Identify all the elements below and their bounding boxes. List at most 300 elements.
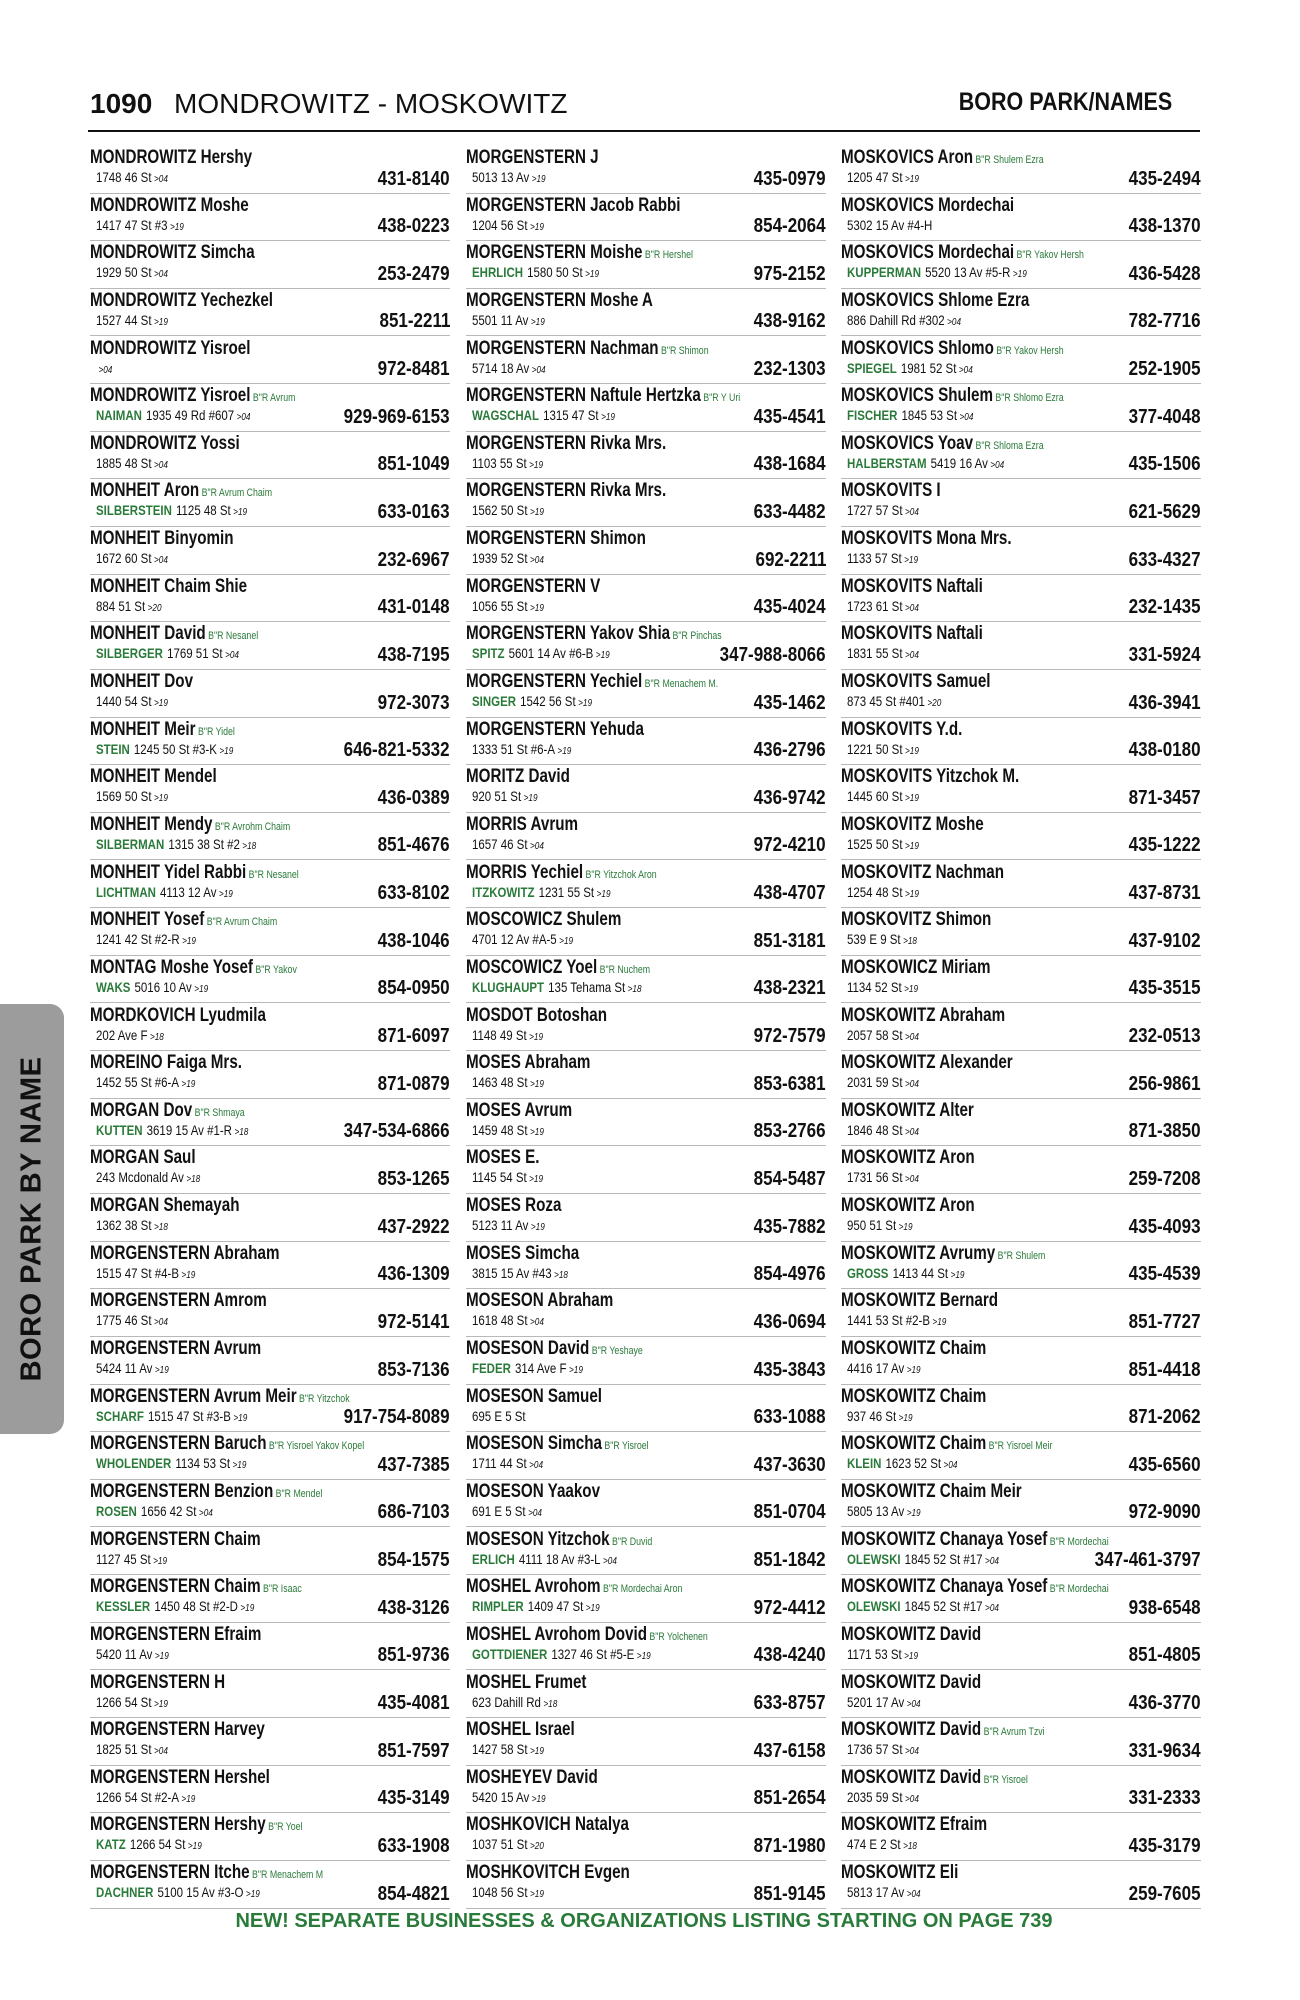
- listing-name: MORGENSTERN Itche: [90, 1862, 250, 1884]
- listing-phone: 851-2211: [379, 310, 450, 333]
- listing-zip-code: >18: [149, 1031, 164, 1043]
- listing-address: 1748 46 St: [96, 169, 152, 185]
- listing-zip-code: >19: [187, 1841, 202, 1853]
- listing-entry: [841, 1051, 1201, 1099]
- listing-address: 873 45 St #401: [847, 693, 925, 710]
- listing-name: MOSESON Abraham: [466, 1290, 614, 1312]
- listing-phone: 438-9162: [754, 310, 826, 333]
- listing-phone: 232-6967: [378, 548, 450, 571]
- listing-address: 920 51 St: [472, 788, 522, 805]
- listing-entry: [841, 1718, 1201, 1766]
- listing-maiden-name: FEDER: [472, 1360, 511, 1377]
- listing-zip-code: >19: [595, 650, 610, 662]
- listing-entry: [466, 1194, 826, 1242]
- listing-phone: 347-988-8066: [720, 643, 826, 666]
- listing-name: MOSKOWICZ Miriam: [841, 956, 991, 978]
- listing-phone: 633-1088: [754, 1406, 826, 1429]
- listing-relation: B"R Mordechai Aron: [602, 1583, 683, 1596]
- listing-zip-code: >19: [905, 840, 919, 852]
- listing-name: MOSESON Samuel: [466, 1385, 602, 1407]
- listing-zip-code: >19: [530, 507, 544, 519]
- listing-maiden-name: SPIEGEL: [847, 359, 897, 376]
- listing-address: 1231 55 St: [538, 883, 595, 900]
- listing-zip-code: >18: [543, 1698, 558, 1710]
- listing-entry: [841, 194, 1201, 242]
- listing-zip-code: >04: [528, 1507, 542, 1519]
- listing-phone: 633-4327: [1129, 548, 1201, 571]
- listing-name: MONHEIT Dov: [90, 671, 194, 693]
- listing-relation: B"R Avrum Chaim: [206, 916, 278, 929]
- listing-address: 1205 47 St: [847, 169, 903, 185]
- listing-name: MOSHKOVITCH Evgen: [466, 1862, 630, 1884]
- listing-entry: [90, 1861, 450, 1909]
- listing-entry: [90, 1385, 450, 1433]
- listing-zip-code: >19: [530, 602, 544, 614]
- listing-entry: [466, 527, 826, 575]
- listing-address: 1580 50 St: [527, 264, 583, 281]
- listing-relation: B"R Mendel: [275, 1487, 323, 1500]
- listing-phone: 851-7597: [378, 1739, 450, 1762]
- listing-entry: [466, 622, 826, 670]
- listing-phone: 435-3843: [754, 1358, 826, 1381]
- listing-entry: [466, 670, 826, 718]
- listing-address: 1525 50 St: [847, 835, 903, 852]
- listing-name: MORGENSTERN Benzion: [90, 1480, 274, 1502]
- listing-name: MORGENSTERN Rivka Mrs.: [466, 480, 667, 502]
- listing-name: MONHEIT David: [90, 623, 206, 645]
- listing-entry: [841, 1480, 1201, 1528]
- listing-zip-code: >19: [950, 1269, 965, 1281]
- listing-phone: 972-3073: [378, 691, 450, 714]
- listing-address: 1981 52 St: [900, 359, 957, 376]
- listing-zip-code: >19: [596, 888, 611, 900]
- listing-address: 623 Dahill Rd: [472, 1693, 541, 1710]
- listing-address: 1672 60 St: [96, 550, 152, 567]
- listing-zip-code: >19: [529, 1174, 544, 1186]
- listing-relation: B"R Yidel: [197, 725, 235, 738]
- listing-phone: 436-0694: [754, 1310, 826, 1333]
- listing-address: 1037 51 St: [472, 1836, 528, 1853]
- listing-zip-code: >19: [194, 983, 209, 995]
- listing-entry: [90, 1194, 450, 1242]
- listing-address: 5601 14 Av #6-B: [508, 645, 594, 662]
- listing-address: 886 Dahill Rd #302: [847, 311, 945, 328]
- listing-zip-code: >18: [903, 936, 917, 948]
- listing-maiden-name: KLEIN: [847, 1455, 882, 1472]
- listing-entry: [90, 1623, 450, 1671]
- listing-name: MORGAN Dov: [90, 1099, 193, 1121]
- listing-address: 884 51 St: [96, 597, 146, 614]
- listing-entry: [90, 1813, 450, 1861]
- listing-relation: B"R Yisroel: [983, 1773, 1028, 1786]
- listing-address: 5520 13 Av #5-R: [925, 264, 1011, 281]
- listing-zip-code: >19: [154, 1365, 169, 1377]
- listing-name: MORGENSTERN Jacob Rabbi: [466, 194, 681, 216]
- listing-address: 1569 50 St: [96, 788, 152, 805]
- listing-name: MONDROWITZ Yisroel: [90, 385, 251, 407]
- listing-entry: [90, 1432, 450, 1480]
- listing-entry: [841, 479, 1201, 527]
- listing-entry: [466, 1051, 826, 1099]
- listing-entry: [90, 1242, 450, 1290]
- listing-phone: 435-4539: [1129, 1263, 1201, 1286]
- listing-relation: B"R Mordechai: [1049, 1535, 1109, 1548]
- listing-entry: [90, 622, 450, 670]
- listing-phone: 851-4676: [378, 834, 450, 857]
- listing-zip-code: >19: [181, 1793, 196, 1805]
- listing-relation: B"R Yitzchok: [299, 1392, 350, 1405]
- listing-entry: [841, 1528, 1201, 1576]
- listing-address: 1134 52 St: [847, 978, 902, 995]
- listing-name: MORGENSTERN J: [466, 147, 599, 168]
- listing-name: MOSESON David: [466, 1338, 590, 1360]
- listing-zip-code: >19: [232, 1460, 247, 1472]
- listing-phone: 435-7882: [754, 1215, 826, 1238]
- listing-name: MONDROWITZ Moshe: [90, 194, 249, 216]
- listing-zip-code: >04: [905, 1079, 919, 1091]
- listing-address: 1515 47 St #3-B: [147, 1407, 231, 1424]
- listing-address: 1127 45 St: [96, 1550, 151, 1567]
- listing-maiden-name: GOTTDIENER: [472, 1645, 548, 1662]
- listing-zip-code: >19: [530, 1079, 544, 1091]
- listing-zip-code: >19: [1012, 269, 1027, 281]
- listing-phone: 692-2211: [755, 548, 826, 571]
- listing-zip-code: >18: [903, 1841, 917, 1853]
- listing-phone: 435-4081: [378, 1692, 450, 1714]
- listing-phone: 853-7136: [378, 1358, 450, 1381]
- listing-entry: [466, 1528, 826, 1576]
- listing-zip-code: >19: [169, 221, 184, 233]
- listing-relation: B"R Mordechai: [1049, 1583, 1109, 1596]
- listing-phone: 436-5428: [1129, 262, 1201, 285]
- listing-relation: B"R Yakov Hersh: [996, 344, 1064, 357]
- listing-name: MONHEIT Yosef: [90, 909, 205, 931]
- listing-entry: [90, 194, 450, 242]
- listing-entry: [90, 1337, 450, 1385]
- listing-zip-code: >04: [154, 555, 168, 567]
- listing-entry: [466, 1004, 826, 1052]
- listing-zip-code: >04: [906, 1698, 921, 1710]
- listing-address: 1413 44 St: [892, 1264, 949, 1281]
- listing-zip-code: >18: [186, 1174, 201, 1186]
- listing-name: MORITZ David: [466, 766, 570, 788]
- listing-entry: [841, 1766, 1201, 1814]
- listing-phone: 435-6560: [1129, 1453, 1201, 1476]
- listing-zip-code: >19: [531, 1793, 546, 1805]
- listing-relation: B"R Yakov Hersh: [1016, 249, 1084, 262]
- listing-entry: [90, 1004, 450, 1052]
- listing-name: MORGENSTERN Chaim: [90, 1576, 261, 1598]
- listing-zip-code: >19: [932, 1317, 947, 1329]
- listing-phone: 436-9742: [754, 786, 826, 809]
- listing-phone: 871-2062: [1129, 1406, 1201, 1429]
- listing-name: MOSHKOVICH Natalya: [466, 1814, 630, 1836]
- listing-address: 1846 48 St: [847, 1121, 903, 1138]
- listing-zip-code: >04: [905, 1793, 919, 1805]
- listing-zip-code: >20: [927, 698, 942, 710]
- listing-address: 5813 17 Av: [847, 1884, 905, 1901]
- listing-entry: [841, 908, 1201, 956]
- listing-entry: [841, 384, 1201, 432]
- listing-address: 1171 53 St: [847, 1645, 902, 1662]
- listing-address: 5419 16 Av: [930, 454, 988, 471]
- listing-entry: [841, 670, 1201, 718]
- listing-maiden-name: KUPPERMAN: [847, 264, 921, 281]
- listing-entry: [90, 718, 450, 766]
- listing-entry: [841, 813, 1201, 861]
- listing-phone: 975-2152: [754, 262, 826, 285]
- listing-entry: [841, 1099, 1201, 1147]
- listing-zip-code: >04: [98, 364, 113, 376]
- listing-name: MORRIS Yechiel: [466, 861, 584, 883]
- listing-entry: [90, 1671, 450, 1719]
- listing-phone: 633-1908: [378, 1834, 450, 1857]
- listing-zip-code: >19: [154, 1698, 168, 1710]
- listing-phone: 438-7195: [378, 643, 450, 666]
- listing-phone: 854-0950: [378, 977, 450, 1000]
- listing-name: MORGENSTERN Hershy: [90, 1814, 266, 1836]
- listing-address: 1542 56 St: [520, 693, 576, 710]
- listing-address: 3815 15 Av #43: [472, 1264, 552, 1281]
- listing-zip-code: >04: [236, 412, 251, 424]
- listing-phone: 917-754-8089: [344, 1406, 450, 1429]
- listing-name: MORRIS Avrum: [466, 813, 579, 835]
- listing-zip-code: >19: [181, 1079, 196, 1091]
- listing-entry: [90, 1718, 450, 1766]
- listing-phone: 259-7208: [1129, 1167, 1201, 1190]
- listing-zip-code: >19: [636, 1650, 651, 1662]
- listing-zip-code: >19: [233, 1412, 248, 1424]
- listing-maiden-name: KATZ: [96, 1836, 126, 1853]
- listing-name: MONHEIT Chaim Shie: [90, 575, 248, 597]
- listing-name: MORGENSTERN Shimon: [466, 528, 646, 550]
- listing-relation: B"R Yitzchok Aron: [585, 868, 657, 881]
- listing-zip-code: >19: [559, 936, 574, 948]
- listing-maiden-name: NAIMAN: [96, 407, 142, 424]
- listing-name: MORGENSTERN Amrom: [90, 1290, 267, 1312]
- listing-phone: 436-0389: [378, 786, 450, 809]
- listing-entry: [841, 337, 1201, 385]
- listing-entry: [466, 765, 826, 813]
- listing-name: MONHEIT Mendy: [90, 813, 213, 835]
- listing-entry: [841, 1432, 1201, 1480]
- listing-phone: 331-9634: [1129, 1739, 1201, 1762]
- listing-entry: [841, 1671, 1201, 1719]
- listing-address: 1445 60 St: [847, 788, 903, 805]
- listing-phone: 854-5487: [754, 1167, 826, 1190]
- listing-entry: [466, 289, 826, 337]
- listing-entry: [466, 337, 826, 385]
- listing-name: MOSKOVITZ Moshe: [841, 813, 984, 835]
- listing-maiden-name: SCHARF: [96, 1407, 144, 1424]
- listing-phone: 854-1575: [378, 1549, 450, 1572]
- listing-zip-code: >19: [530, 1222, 545, 1234]
- listing-address: 474 E 2 St: [847, 1836, 901, 1853]
- listing-name: MOSKOVICS Yoav: [841, 432, 974, 454]
- listing-address: 1145 54 St: [472, 1169, 527, 1186]
- listing-zip-code: >19: [529, 1031, 544, 1043]
- listing-entry: [90, 1146, 450, 1194]
- listing-phone: 435-0979: [754, 167, 826, 190]
- listing-phone: 438-4240: [754, 1644, 826, 1667]
- listing-name: MOSKOWITZ Chaim Meir: [841, 1480, 1022, 1502]
- listing-zip-code: >19: [154, 793, 168, 805]
- listing-phone: 853-1265: [378, 1167, 450, 1190]
- listing-phone: 633-8757: [754, 1692, 826, 1714]
- listing-address: 1333 51 St #6-A: [472, 740, 555, 757]
- listing-address: 691 E 5 St: [472, 1502, 526, 1519]
- listing-name: MOSES Abraham: [466, 1052, 591, 1074]
- listing-entry: [466, 575, 826, 623]
- listing-name: MORGENSTERN Yechiel: [466, 671, 643, 693]
- listing-entry: [841, 146, 1201, 194]
- listing-zip-code: >04: [603, 1555, 617, 1567]
- listing-entry: [466, 1289, 826, 1337]
- listing-entry: [466, 1766, 826, 1814]
- listing-relation: B"R Yolchenen: [649, 1630, 708, 1643]
- listing-zip-code: >19: [154, 316, 168, 328]
- listing-name: MOSKOWITZ Chaim: [841, 1433, 987, 1455]
- listing-address: 1327 46 St #5-E: [551, 1645, 635, 1662]
- listing-zip-code: >04: [905, 1126, 919, 1138]
- listing-entry: [841, 1337, 1201, 1385]
- listing-entry: [841, 1004, 1201, 1052]
- listing-address: 1825 51 St: [96, 1741, 152, 1758]
- listing-phone: 972-8481: [378, 358, 450, 381]
- listing-name: MOSKOWITZ Eli: [841, 1862, 959, 1884]
- listing-zip-code: >19: [153, 1555, 168, 1567]
- listing-zip-code: >04: [958, 364, 973, 376]
- listing-phone: 232-0513: [1129, 1025, 1201, 1048]
- listing-entry: [466, 813, 826, 861]
- listing-phone: 377-4048: [1129, 405, 1201, 428]
- listing-phone: 347-534-6866: [344, 1120, 450, 1143]
- listing-address: 1103 55 St: [472, 454, 527, 471]
- listing-relation: B"R Duvid: [611, 1535, 653, 1548]
- listing-name: MOSKOWITZ Aron: [841, 1147, 975, 1169]
- listing-name: MOSES Simcha: [466, 1242, 580, 1264]
- listing-address: 1831 55 St: [847, 645, 903, 662]
- listing-relation: B"R Nesanel: [248, 868, 299, 881]
- listing-name: MOSKOVICS Shlome Ezra: [841, 289, 1030, 311]
- listing-phone: 851-9736: [378, 1644, 450, 1667]
- listing-name: MORGAN Saul: [90, 1147, 196, 1169]
- listing-maiden-name: ROSEN: [96, 1502, 137, 1519]
- listing-zip-code: >19: [154, 698, 168, 710]
- listing-entry: [90, 289, 450, 337]
- listing-name: MOSKOVITS Y.d.: [841, 718, 963, 740]
- listing-zip-code: >04: [905, 1174, 919, 1186]
- listing-maiden-name: ITZKOWITZ: [472, 883, 535, 900]
- listing-zip-code: >19: [557, 745, 572, 757]
- listing-relation: B"R Nesanel: [208, 630, 259, 643]
- listing-maiden-name: WHOLENDER: [96, 1455, 172, 1472]
- listing-phone: 972-4210: [754, 834, 826, 857]
- listing-name: MOSES Avrum: [466, 1099, 573, 1121]
- listing-entry: [466, 718, 826, 766]
- listing-address: 1315 38 St #2: [168, 835, 240, 852]
- listing-phone: 435-2494: [1129, 167, 1201, 190]
- listing-entry: [90, 1051, 450, 1099]
- listing-zip-code: >18: [154, 1222, 168, 1234]
- listing-address: 1929 50 St: [96, 264, 152, 281]
- listing-relation: B"R Avrum Chaim: [201, 487, 273, 500]
- listing-zip-code: >19: [898, 1222, 913, 1234]
- listing-relation: B"R Menachem M: [252, 1869, 324, 1882]
- listing-phone: 437-6158: [754, 1739, 826, 1762]
- listing-zip-code: >04: [943, 1460, 958, 1472]
- listing-phone: 347-461-3797: [1095, 1549, 1201, 1572]
- listing-entry: [90, 337, 450, 385]
- listing-name: MORGENSTERN Avrum: [90, 1338, 262, 1360]
- listing-entry: [90, 1289, 450, 1337]
- listing-name: MORGENSTERN Avrum Meir: [90, 1385, 297, 1407]
- listing-entry: [466, 479, 826, 527]
- listing-address: 1266 54 St: [129, 1836, 186, 1853]
- listing-address: 539 E 9 St: [847, 931, 901, 948]
- listing-address: 1266 54 St #2-A: [96, 1788, 179, 1805]
- listing-zip-code: >04: [947, 316, 962, 328]
- listing-zip-code: >04: [905, 1746, 919, 1758]
- listing-zip-code: >04: [959, 412, 974, 424]
- listing-name: MONTAG Moshe Yosef: [90, 956, 253, 978]
- listing-name: MOSESON Simcha: [466, 1433, 602, 1455]
- listing-phone: 431-8140: [378, 167, 450, 190]
- side-tab: [0, 1004, 64, 1434]
- listing-phone: 851-9145: [754, 1882, 826, 1905]
- listing-zip-code: >19: [181, 1269, 196, 1281]
- listing-entry: [466, 908, 826, 956]
- listing-name: MOSKOWITZ Alexander: [841, 1052, 1013, 1074]
- listing-name: MORGENSTERN Chaim: [90, 1528, 261, 1550]
- listing-relation: B"R Shulem: [997, 1249, 1046, 1262]
- listing-name: MOSCOWICZ Yoel: [466, 956, 598, 978]
- listing-entry: [90, 1480, 450, 1528]
- listing-entry: [466, 1099, 826, 1147]
- listing-name: MORGENSTERN H: [90, 1671, 226, 1693]
- name-range: MONDROWITZ - MOSKOWITZ: [174, 88, 568, 119]
- listing-name: MOSES E.: [466, 1147, 540, 1169]
- listing-phone: 851-0704: [754, 1501, 826, 1524]
- listing-name: MOSESON Yaakov: [466, 1480, 601, 1502]
- listing-name: MOSKOWITZ Bernard: [841, 1290, 999, 1312]
- listing-phone: 437-8731: [1129, 882, 1201, 905]
- listing-address: 1315 47 St: [543, 407, 599, 424]
- listing-name: MOSHEYEV David: [466, 1766, 598, 1788]
- listing-address: 1245 50 St #3-K: [133, 740, 217, 757]
- listing-entry: [466, 1385, 826, 1433]
- listing-name: MOSKOWITZ David: [841, 1623, 982, 1645]
- footer-notice: NEW! SEPARATE BUSINESSES & ORGANIZATIONS LISTING STARTING ON PAGE 739: [235, 1910, 1053, 1932]
- listing-address: 5424 11 Av: [96, 1360, 153, 1377]
- listing-phone: 435-4093: [1129, 1215, 1201, 1238]
- listing-name: MONDROWITZ Simcha: [90, 242, 255, 264]
- listing-phone: 972-4412: [754, 1596, 826, 1619]
- listing-zip-code: >19: [904, 1650, 919, 1662]
- listing-maiden-name: GROSS: [847, 1264, 889, 1281]
- listing-relation: B"R Shloma Ezra: [975, 439, 1044, 452]
- listing-phone: 871-0879: [378, 1072, 450, 1095]
- listing-phone: 437-9102: [1129, 929, 1201, 952]
- listing-address: 1362 38 St: [96, 1217, 152, 1234]
- listing-entry: [90, 241, 450, 289]
- listing-address: 2031 59 St: [847, 1074, 903, 1091]
- listing-phone: 851-1842: [754, 1549, 826, 1572]
- listing-maiden-name: KUTTEN: [96, 1121, 143, 1138]
- listing-zip-code: >19: [905, 793, 919, 805]
- listing-name: MORGENSTERN V: [466, 575, 601, 597]
- listing-name: MOSKOWITZ Avrumy: [841, 1242, 996, 1264]
